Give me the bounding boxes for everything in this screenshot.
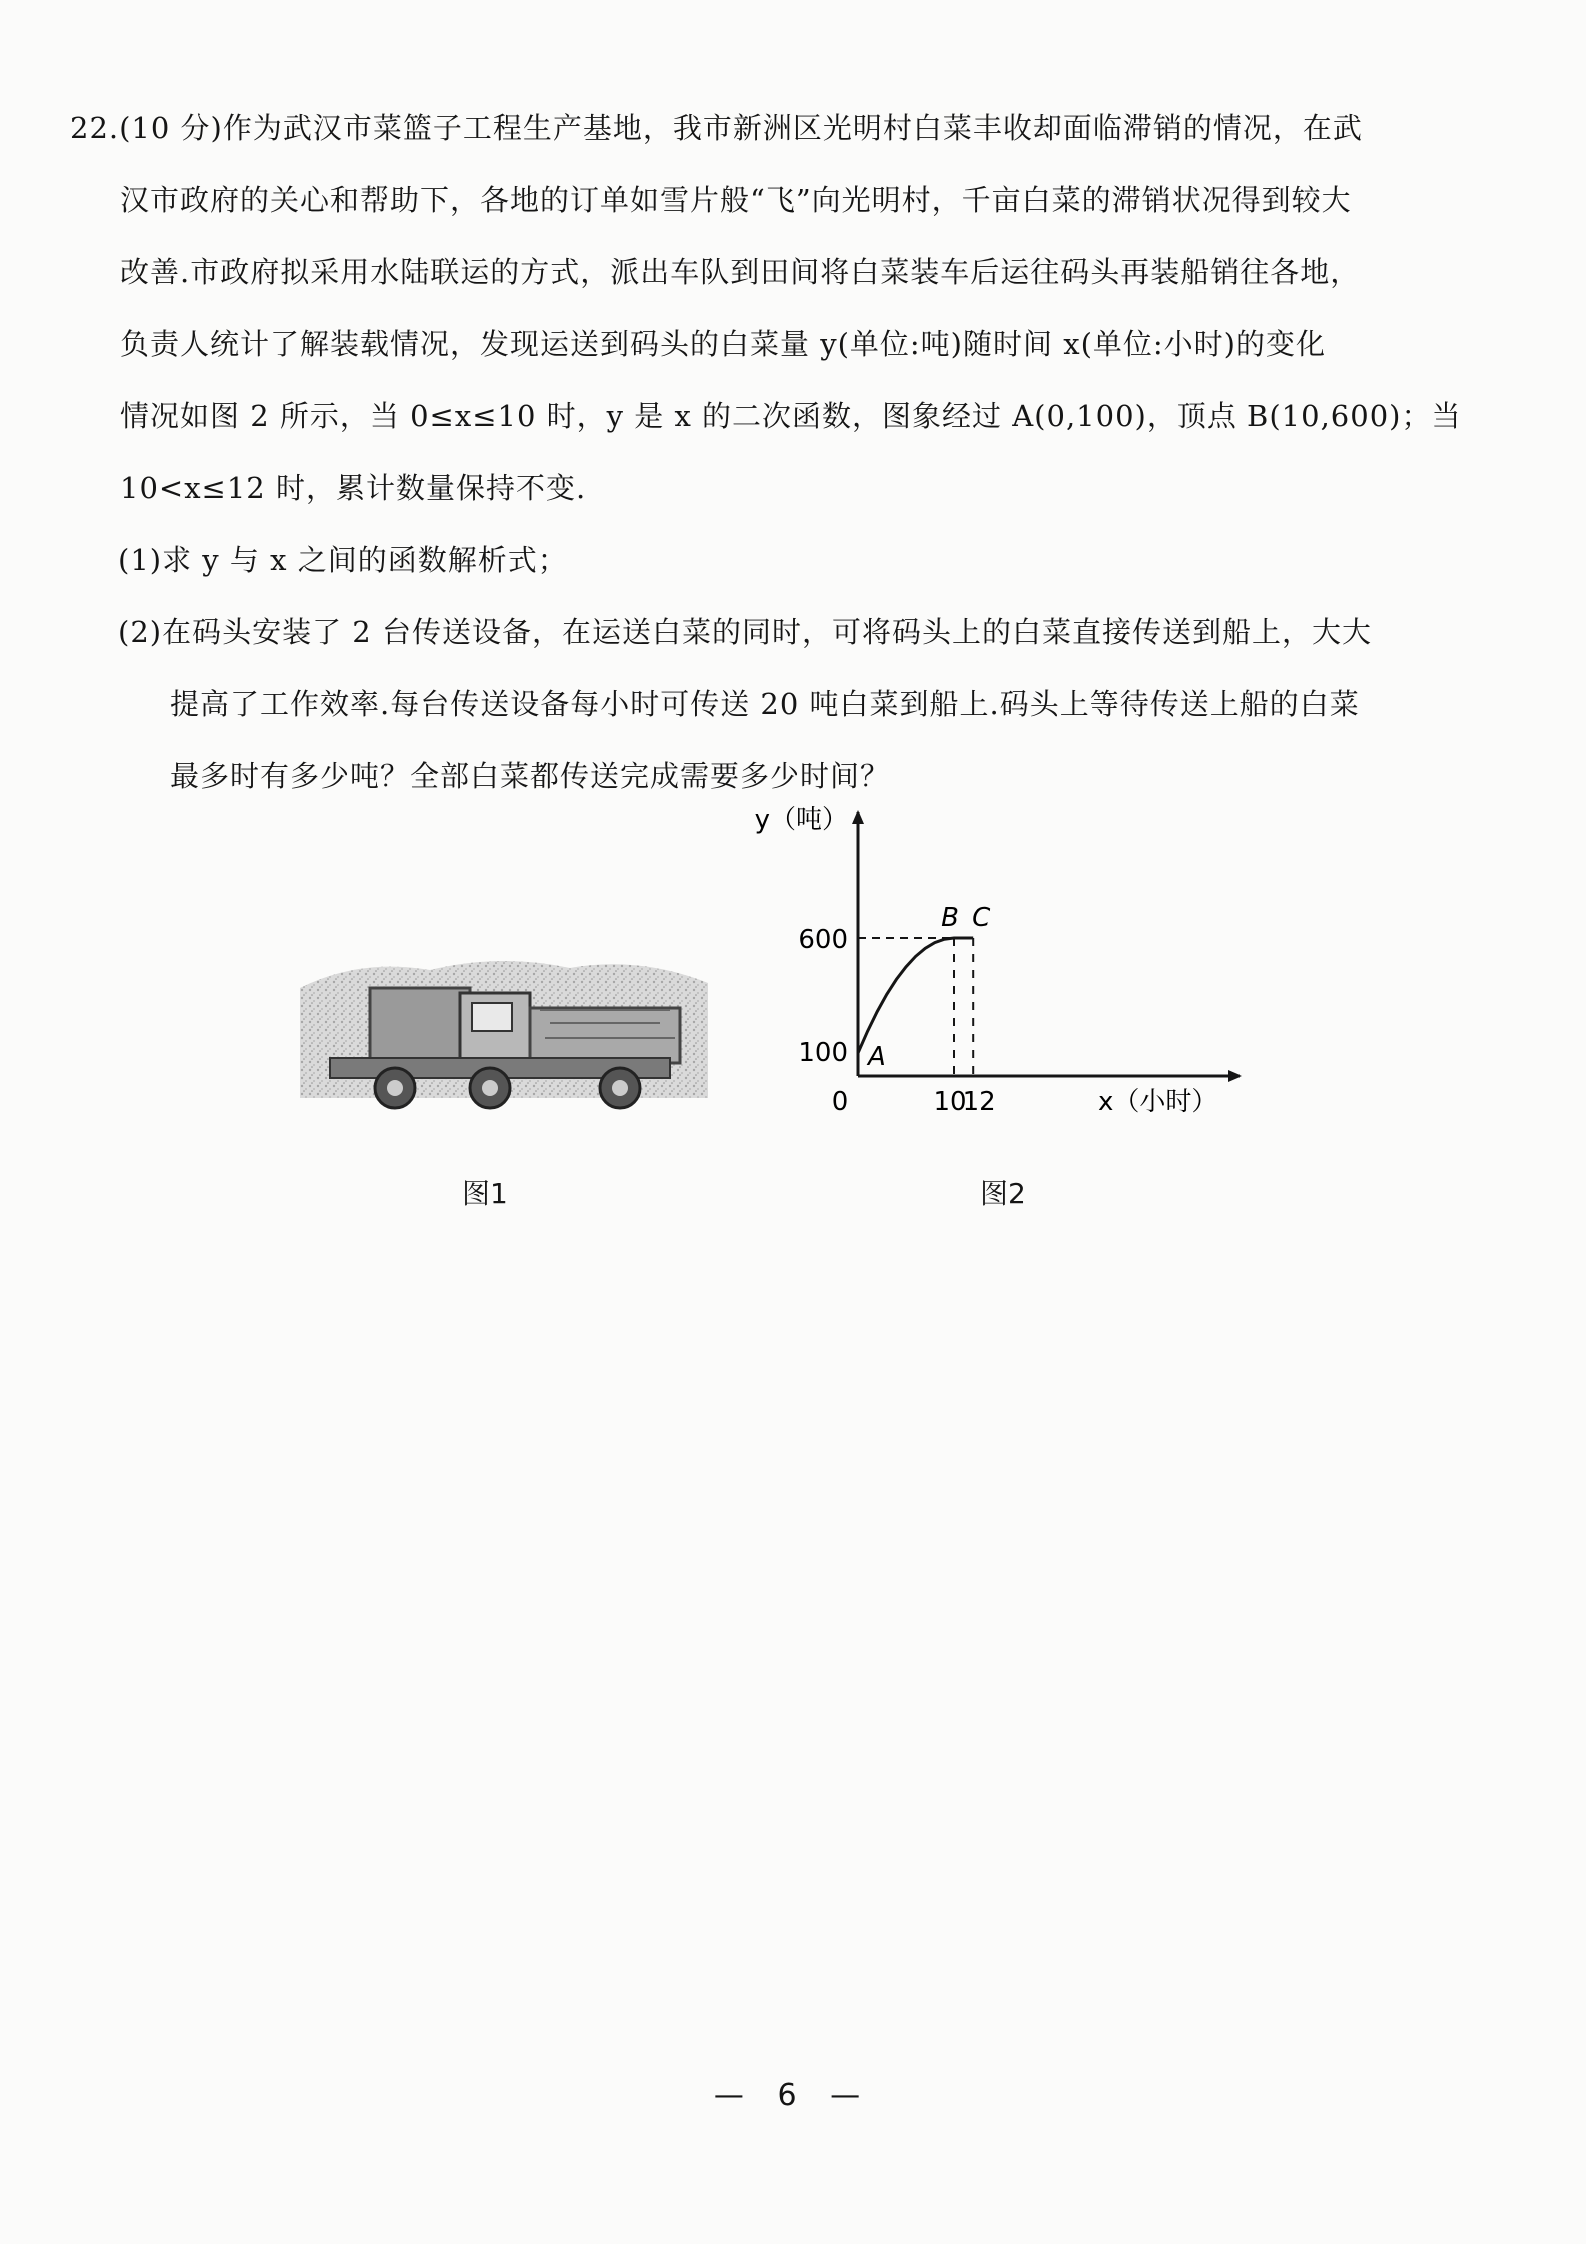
- origin-label: 0: [831, 1087, 849, 1117]
- question-2-line: 最多时有多少吨？全部白菜都传送完成需要多少时间？: [170, 759, 891, 793]
- point-label-c: C: [972, 903, 991, 933]
- truck-photo: [300, 948, 708, 1116]
- question-2-line: 提高了工作效率.每台传送设备每小时可传送 20 吨白菜到船上.码头上等待传送上船的白菜: [170, 687, 1360, 721]
- series-line: [858, 938, 973, 1053]
- y-axis-label: y（吨）: [754, 805, 848, 835]
- problem-line: 22.(10 分)作为武汉市菜篮子工程生产基地，我市新洲区光明村白菜丰收却面临滞销的情况，在武: [70, 111, 1363, 145]
- problem-line: 负责人统计了解装载情况，发现运送到码头的白菜量 y(单位:吨)随时间 x(单位:小时)的变化: [120, 327, 1326, 361]
- problem-line: 10<x≤12 时，累计数量保持不变.: [120, 471, 587, 505]
- page-number: — 6 —: [713, 2078, 873, 2113]
- y-tick-label: 600: [798, 925, 848, 955]
- problem-line: 情况如图 2 所示，当 0≤x≤10 时，y 是 x 的二次函数，图象经过 A(0,100)，顶点 B(10,600)；当: [120, 399, 1462, 433]
- figure1-caption: 图1: [462, 1177, 508, 1210]
- figures-area: [0, 800, 1586, 1240]
- figure2-caption: 图2: [980, 1177, 1026, 1210]
- problem-line: 改善.市政府拟采用水陆联运的方式，派出车队到田间将白菜装车后运往码头再装船销往各地，: [120, 255, 1361, 289]
- figure2-chart: [730, 800, 1270, 1150]
- x-tick-label: 10: [933, 1087, 967, 1117]
- question-1: (1)求 y 与 x 之间的函数解析式；: [118, 543, 568, 577]
- question-2-line: (2)在码头安装了 2 台传送设备，在运送白菜的同时，可将码头上的白菜直接传送到船上，大大: [118, 615, 1372, 649]
- problem-22: [70, 92, 1460, 812]
- y-tick-label: 100: [798, 1038, 848, 1068]
- x-axis-label: x（小时）: [1098, 1087, 1218, 1117]
- point-label-b: B: [941, 903, 959, 933]
- point-label-a: A: [868, 1042, 886, 1072]
- x-tick-label: 12: [962, 1087, 996, 1117]
- problem-line: 汉市政府的关心和帮助下，各地的订单如雪片般“飞”向光明村，千亩白菜的滞销状况得到较大: [120, 183, 1352, 217]
